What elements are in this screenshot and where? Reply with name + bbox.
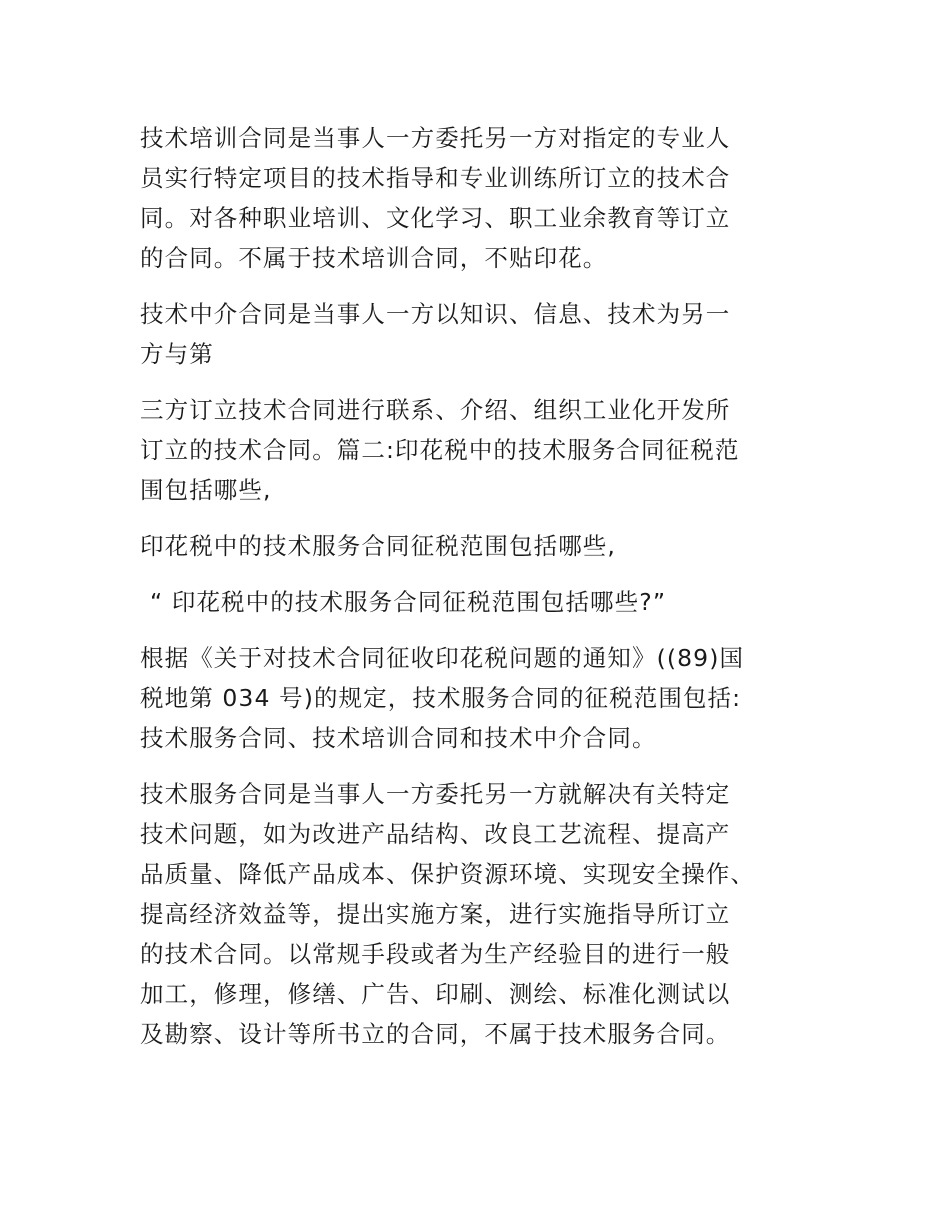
- text-line: 围包括哪些,: [140, 476, 272, 504]
- text-line: 的合同。不属于技术培训合同，不贴印花。: [140, 244, 608, 272]
- text-line: 印花税中的技术服务合同征税范围包括哪些,: [140, 532, 616, 560]
- paragraph-third-party: [140, 390, 820, 510]
- paragraph-notice-reference: [140, 638, 820, 758]
- paragraph-quoted-question: [140, 582, 820, 622]
- paragraph-question: [140, 526, 820, 566]
- text-line: 技术中介合同是当事人一方以知识、信息、技术为另一: [140, 300, 731, 328]
- text-line: 技术服务合同是当事人一方委托另一方就解决有关特定: [140, 780, 731, 808]
- text-line: 三方订立技术合同进行联系、介绍、组织工业化开发所: [140, 396, 731, 424]
- text-line: 提高经济效益等，提出实施方案，进行实施指导所订立: [140, 900, 731, 928]
- text-line: 技术问题，如为改进产品结构、改良工艺流程、提高产: [140, 820, 731, 848]
- text-line: 订立的技术合同。篇二:印花税中的技术服务合同征税范: [140, 436, 740, 464]
- paragraph-technical-service: [140, 774, 820, 1054]
- text-line: 同。对各种职业培训、文化学习、职工业余教育等订立: [140, 204, 731, 232]
- document-page: [140, 118, 820, 1070]
- text-line: “ 印花税中的技术服务合同征税范围包括哪些?”: [150, 588, 667, 616]
- paragraph-technical-training: [140, 118, 820, 278]
- text-line: 税地第 034 号)的规定，技术服务合同的征税范围包括:: [140, 684, 742, 712]
- text-line: 的技术合同。以常规手段或者为生产经验目的进行一般: [140, 940, 731, 968]
- text-line: 技术培训合同是当事人一方委托另一方对指定的专业人: [140, 124, 731, 152]
- text-line: 技术服务合同、技术培训合同和技术中介合同。: [140, 724, 657, 752]
- paragraph-technical-intermediary: [140, 294, 820, 374]
- text-line: 及勘察、设计等所书立的合同，不属于技术服务合同。: [140, 1020, 731, 1048]
- text-line: 加工，修理，修缮、广告、印刷、测绘、标准化测试以: [140, 980, 731, 1008]
- text-line: 方与第: [140, 340, 214, 368]
- text-line: 根据《关于对技术合同征收印花税问题的通知》((89)国: [140, 644, 745, 672]
- text-line: 品质量、降低产品成本、保护资源环境、实现安全操作、: [140, 860, 755, 888]
- text-line: 员实行特定项目的技术指导和专业训练所订立的技术合: [140, 164, 731, 192]
